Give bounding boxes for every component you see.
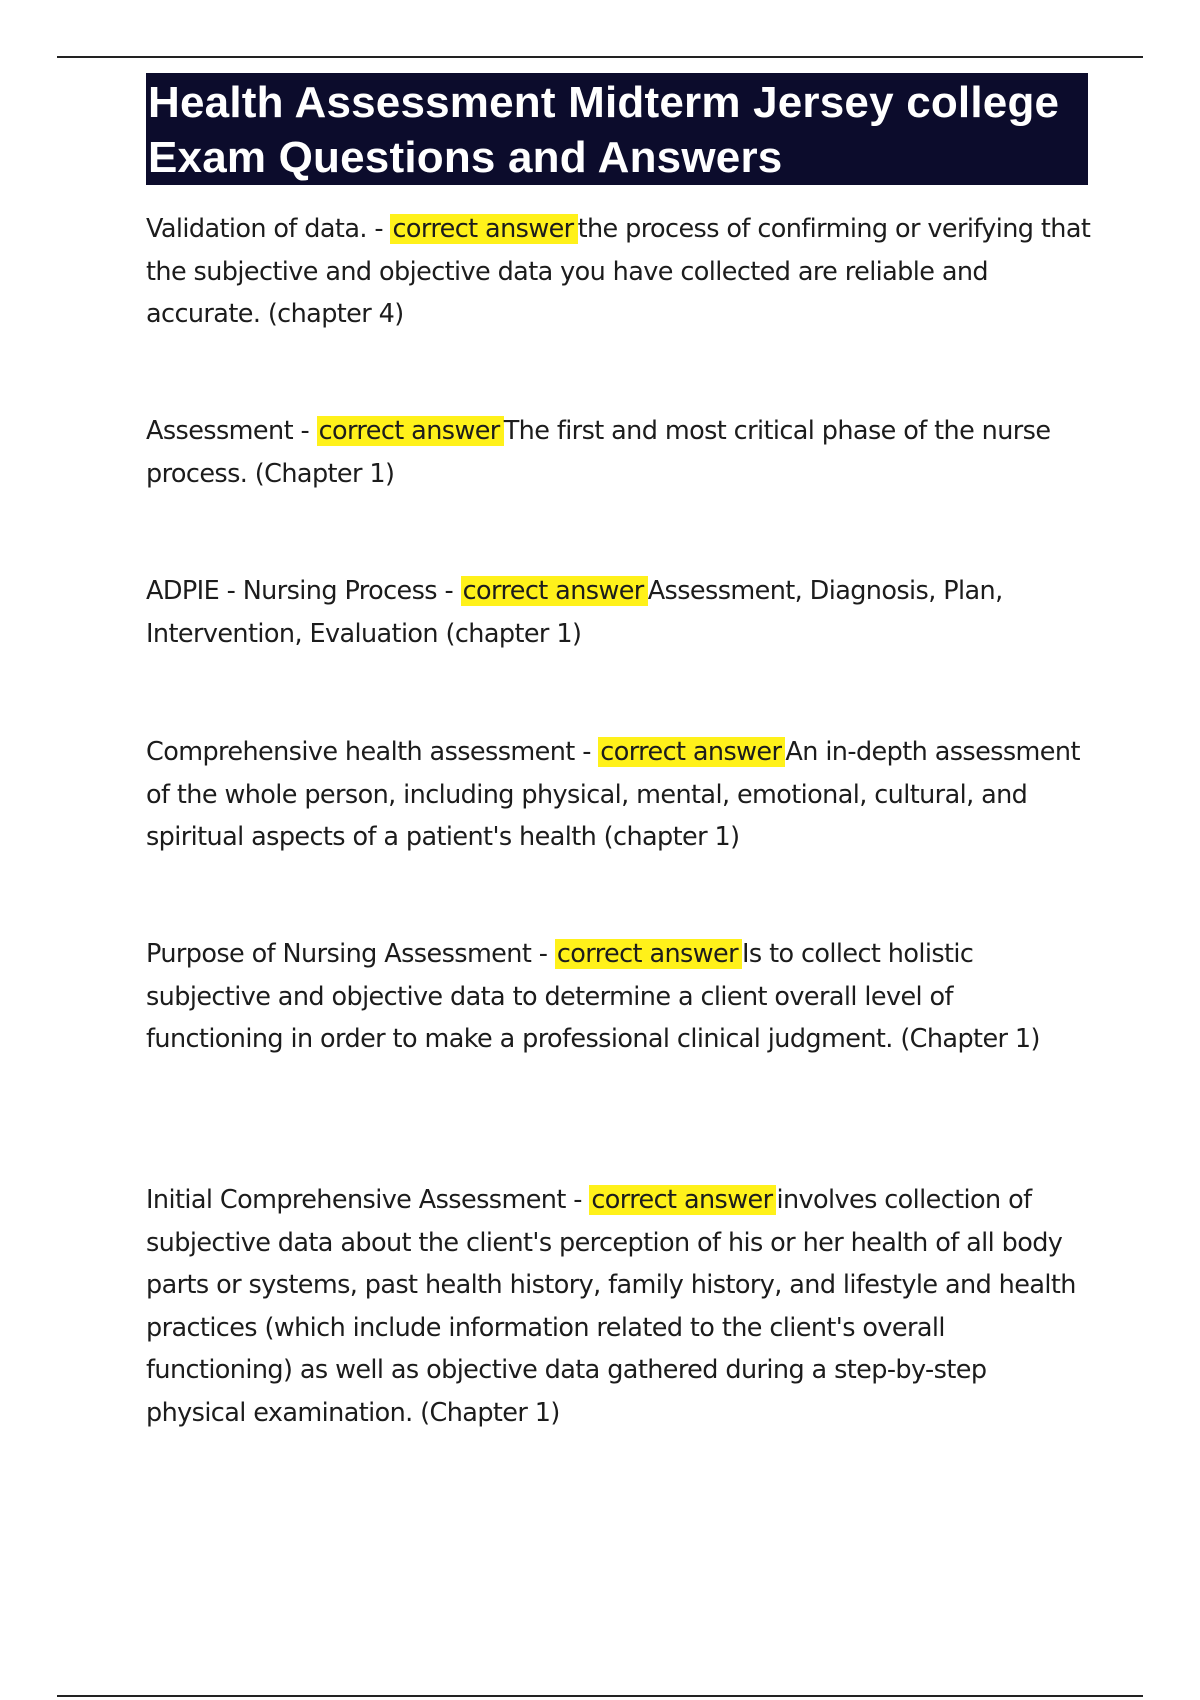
qa-item-comprehensive-health-assessment — [146, 731, 1091, 859]
answer-text: The first and most critical phase of the nurse process. (Chapter 1) — [146, 416, 1051, 489]
qa-item-validation — [146, 208, 1091, 336]
question-text: ADPIE - Nursing Process - — [146, 576, 461, 606]
question-text: Purpose of Nursing Assessment - — [146, 939, 555, 969]
title-banner — [146, 73, 1088, 185]
answer-text: Assessment, Diagnosis, Plan, Intervention, Evaluation (chapter 1) — [146, 576, 1003, 649]
answer-text: An in-depth assessment of the whole person, including physical, mental, emotional, cultural, and spiritual aspects of a patient's health (chapter 1) — [146, 737, 1080, 852]
correct-answer-marker: correct answer — [317, 416, 504, 446]
question-text: Initial Comprehensive Assessment - — [146, 1185, 590, 1215]
qa-item-initial-comprehensive-assessment — [146, 1179, 1091, 1434]
qa-item-assessment — [146, 410, 1091, 495]
bottom-rule — [57, 1695, 1143, 1697]
qa-item-purpose-of-nursing-assessment — [146, 933, 1091, 1061]
document-title: Health Assessment Midterm Jersey college Exam Questions and Answers — [148, 78, 1060, 182]
correct-answer-marker: correct answer — [461, 576, 648, 606]
answer-text: the process of confirming or verifying that the subjective and objective data you have collected are reliable and accurate. (chapter 4) — [146, 214, 1091, 329]
answer-text: Is to collect holistic subjective and objective data to determine a client overall level of functioning in order to make a professional clinical judgment. (Chapter 1) — [146, 939, 1040, 1054]
correct-answer-marker: correct answer — [390, 214, 577, 244]
qa-item-adpie — [146, 570, 1091, 655]
question-text: Validation of data. - — [146, 214, 391, 244]
correct-answer-marker: correct answer — [555, 939, 742, 969]
correct-answer-marker: correct answer — [598, 737, 785, 767]
correct-answer-marker: correct answer — [589, 1185, 776, 1215]
question-text: Comprehensive health assessment - — [146, 737, 599, 767]
answer-text: involves collection of subjective data about the client's perception of his or her health of all body parts or systems, past health history, family history, and lifestyle and health practices (which include information related to the client's overall functioning) as well as objective data gathered during a step-by-step physical examination. (Chapter 1) — [146, 1185, 1076, 1428]
top-rule — [57, 56, 1143, 58]
question-text: Assessment - — [146, 416, 317, 446]
